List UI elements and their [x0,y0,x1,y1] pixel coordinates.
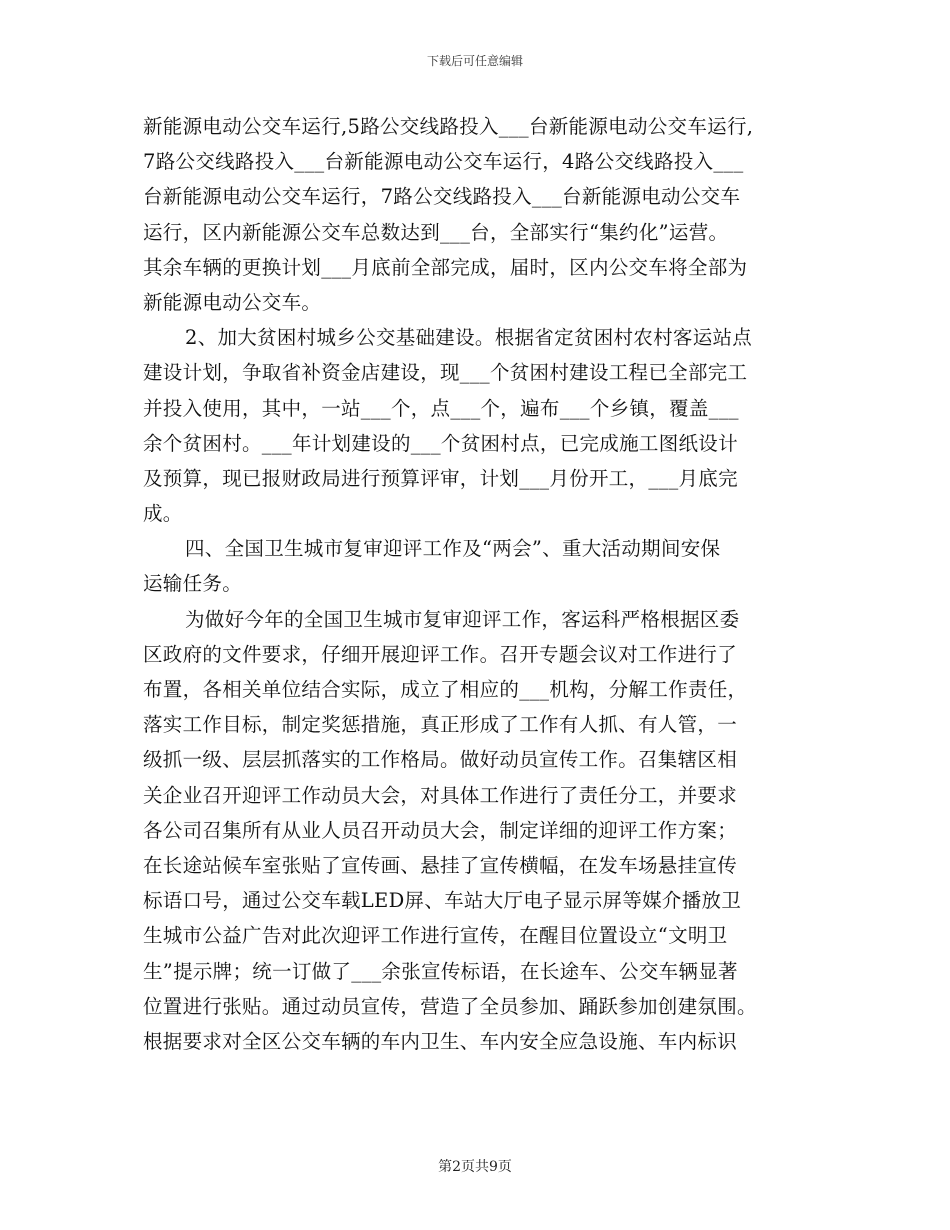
text-line: 成。 [143,502,183,526]
paragraph-3 [143,602,803,1059]
text-line: 布置，各相关单位结合实际，成立了相应的___机构，分解工作责任， [143,678,748,701]
text-line: 标语口号，通过公交车载LED屏、车站大厅电子显示屏等媒介播放卫 [143,889,742,913]
text-line: 落实工作目标，制定奖惩措施，真正形成了工作有人抓、有人管，一 [143,713,738,737]
page-header: 下载后可任意编辑 [426,54,523,68]
text-line: 四、全国卫生城市复审迎评工作及“两会”、重大活动期间安保 [185,537,721,561]
text-line: 台新能源电动公交车运行，7路公交线路投入___台新能源电动公交车 [143,185,741,209]
document-body [143,109,803,1059]
text-line: 2、加大贫困村城乡公交基础建设。根据省定贫困村农村客运站点 [185,326,753,350]
text-line: 新能源电动公交车。 [143,290,322,314]
text-line: 及预算，现已报财政局进行预算评审，计划___月份开工，___月底完 [143,466,738,490]
text-line: 在长途站候车室张贴了宣传画、悬挂了宣传横幅，在发车场悬挂宣传 [143,853,738,877]
text-line: 并投入使用，其中，一站___个，点___个，遍布___个乡镇，覆盖___ [143,396,739,420]
section-heading-4 [143,531,803,601]
text-line: 新能源电动公交车运行,5路公交线路投入___台新能源电动公交车运行, [143,115,754,138]
paragraph-2 [143,320,803,531]
text-line: 各公司召集所有从业人员召开动员大会，制定详细的迎评工作方案； [143,818,738,842]
text-line: 运行，区内新能源公交车总数达到___台，全部实行“集约化”运营。 [143,220,729,244]
text-line: 建设计划，争取省补资金店建设，现___个贫困村建设工程已全部完工 [143,361,748,385]
text-line: 生”提示牌；统一订做了___余张宣传标语，在长途车、公交车辆显著 [143,959,738,983]
text-line: 余个贫困村。___年计划建设的___个贫困村点，已完成施工图纸设计 [143,431,738,455]
text-line: 为做好今年的全国卫生城市复审迎评工作，客运科严格根据区委 [185,607,740,631]
text-line: 7路公交线路投入___台新能源电动公交车运行，4路公交线路投入___ [143,150,744,174]
text-line: 运输任务。 [143,572,243,596]
text-line: 根据要求对全区公交车辆的车内卫生、车内安全应急设施、车内标识 [143,1029,738,1053]
text-line: 级抓一级、层层抓落实的工作格局。做好动员宣传工作。召集辖区相 [143,748,738,772]
text-line: 位置进行张贴。通过动员宣传，营造了全员参加、踊跃参加创建氛围。 [143,994,757,1018]
text-line: 生城市公益广告对此次迎评工作进行宣传，在醒目位置设立“文明卫 [143,924,728,948]
text-line: 区政府的文件要求，仔细开展迎评工作。召开专题会议对工作进行了 [143,642,738,666]
text-line: 关企业召开迎评工作动员大会，对具体工作进行了责任分工，并要求 [143,783,738,807]
text-line: 其余车辆的更换计划___月底前全部完成，届时，区内公交车将全部为 [143,255,748,279]
page-number: 第2页共9页 [438,1159,512,1175]
paragraph-1 [143,109,803,320]
